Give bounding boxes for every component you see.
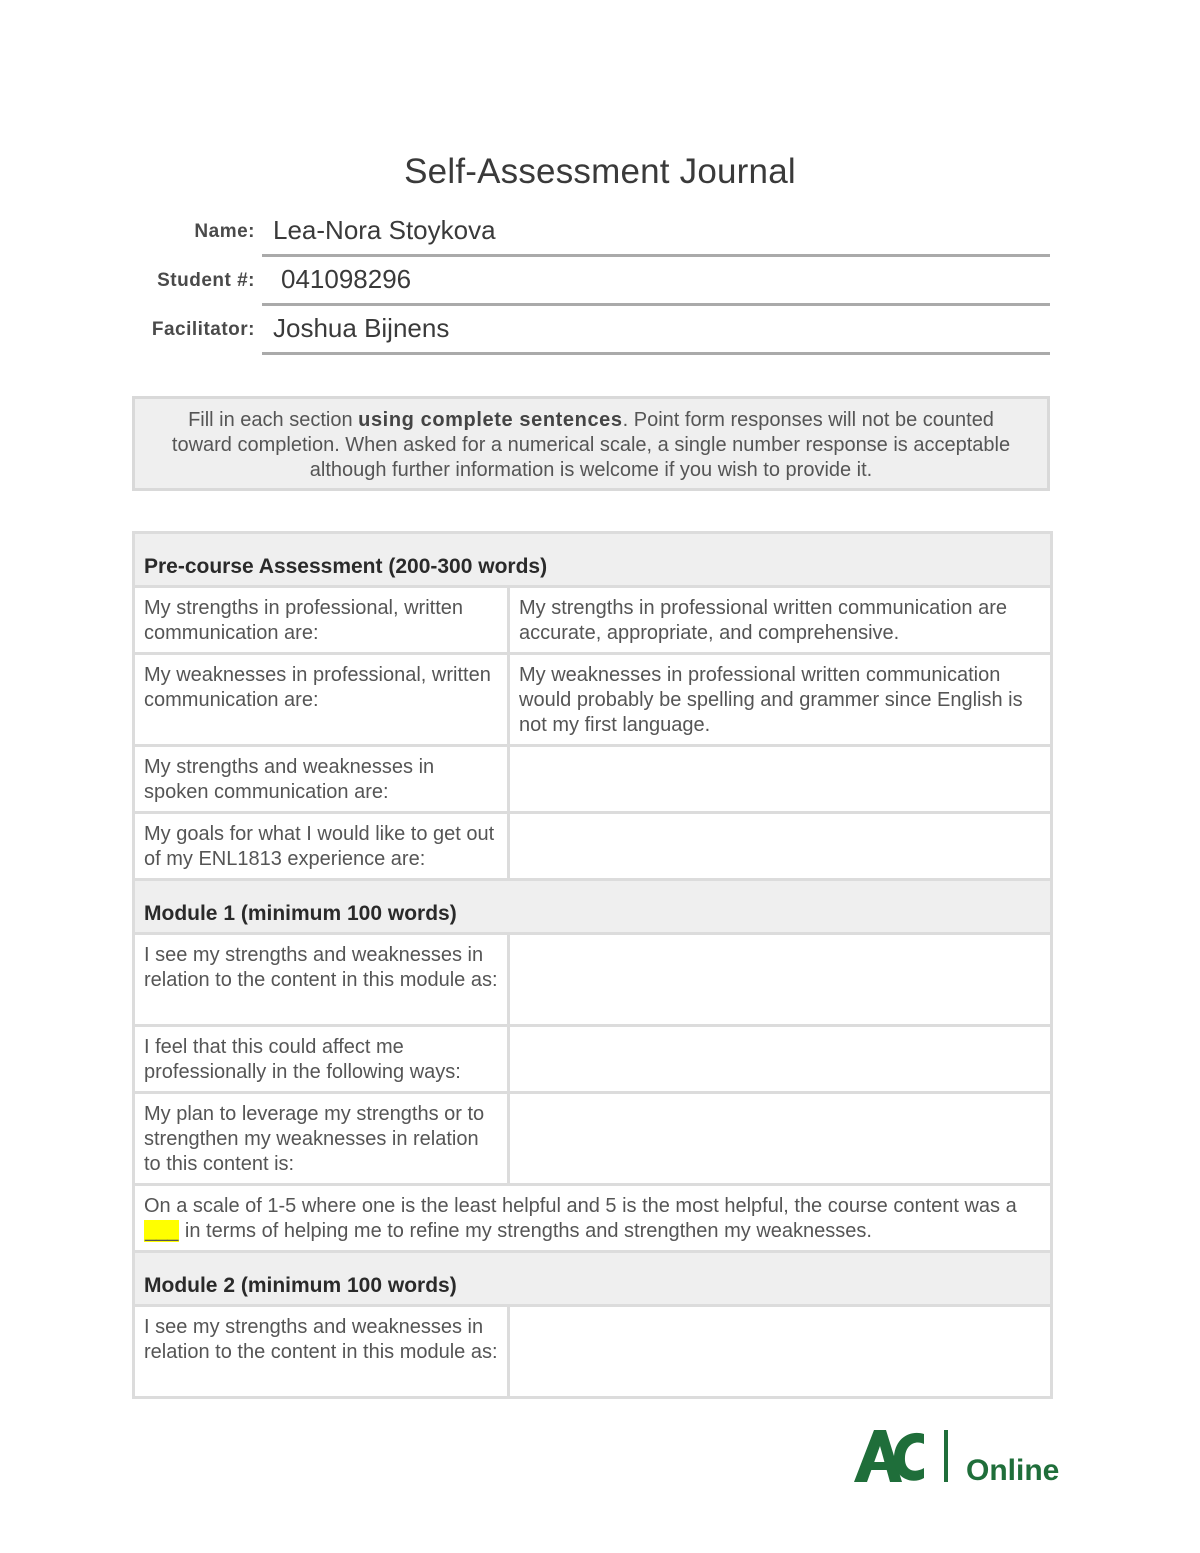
section-header-row	[134, 1252, 1052, 1306]
answer-cell[interactable]	[509, 813, 1052, 880]
instructions-text-end: . Point form responses will not be counted toward completion. When asked for a numerical scale, a single number response is acceptable although further information is welcome if you wish to provide it.	[171, 409, 1011, 481]
module-1-heading: Module 1 (minimum 100 words)	[134, 880, 1052, 934]
table-row	[134, 813, 1052, 880]
name-input[interactable]: Lea-Nora Stoykova	[262, 211, 1050, 257]
table-row	[134, 587, 1052, 654]
answer-cell[interactable]	[509, 746, 1052, 813]
answer-cell[interactable]: My weaknesses in professional written communication would probably be spelling and grammer since English is not my first language.	[509, 654, 1052, 746]
section-header-row	[134, 533, 1052, 587]
prompt-cell: My strengths and weaknesses in spoken communication are:	[134, 746, 509, 813]
facilitator-label: Facilitator:	[151, 319, 255, 340]
answer-cell[interactable]	[509, 1026, 1052, 1093]
prompt-cell: My weaknesses in professional, written communication are:	[134, 654, 509, 746]
module-2-heading: Module 2 (minimum 100 words)	[134, 1252, 1052, 1306]
logo-divider	[944, 1430, 948, 1482]
student-number-field	[0, 256, 1200, 306]
table-row	[134, 1093, 1052, 1185]
scale-blank-field[interactable]: ___	[145, 1220, 179, 1242]
student-number-input[interactable]: 041098296	[262, 260, 1050, 306]
logo-online-text: Online	[966, 1454, 1060, 1486]
pre-course-heading: Pre-course Assessment (200-300 words)	[134, 533, 1052, 587]
prompt-cell: My strengths in professional, written communication are:	[134, 587, 509, 654]
ac-online-logo	[852, 1428, 1066, 1486]
answer-cell[interactable]	[509, 1306, 1052, 1398]
table-row	[134, 746, 1052, 813]
facilitator-input[interactable]: Joshua Bijnens	[262, 309, 1050, 355]
table-row	[134, 1026, 1052, 1093]
section-header-row	[134, 880, 1052, 934]
name-field	[0, 207, 1200, 257]
scale-cell	[134, 1185, 1052, 1252]
student-number-label: Student #:	[157, 270, 255, 291]
instructions-box	[132, 396, 1050, 491]
prompt-cell: I see my strengths and weaknesses in relation to the content in this module as:	[134, 934, 509, 1026]
page-title: Self-Assessment Journal	[404, 152, 796, 191]
scale-text-end: in terms of helping me to refine my strengths and strengthen my weaknesses.	[179, 1220, 872, 1242]
answer-cell[interactable]	[509, 1093, 1052, 1185]
table-row	[134, 654, 1052, 746]
table-row	[134, 934, 1052, 1026]
scale-text-start: On a scale of 1-5 where one is the least helpful and 5 is the most helpful, the course content was a	[144, 1195, 1017, 1217]
ac-logo-mark	[854, 1430, 924, 1482]
instructions-text-start: Fill in each section	[188, 409, 359, 431]
prompt-cell: I feel that this could affect me professionally in the following ways:	[134, 1026, 509, 1093]
name-label: Name:	[194, 221, 255, 242]
answer-cell[interactable]	[509, 934, 1052, 1026]
scale-row	[134, 1185, 1052, 1252]
prompt-cell: My plan to leverage my strengths or to strengthen my weaknesses in relation to this content is:	[134, 1093, 509, 1185]
journal-table	[132, 531, 1053, 1399]
facilitator-field	[0, 305, 1200, 355]
table-row	[134, 1306, 1052, 1398]
answer-cell[interactable]: My strengths in professional written communication are accurate, appropriate, and comprehensive.	[509, 587, 1052, 654]
prompt-cell: My goals for what I would like to get out of my ENL1813 experience are:	[134, 813, 509, 880]
prompt-cell: I see my strengths and weaknesses in relation to the content in this module as:	[134, 1306, 509, 1398]
instructions-emphasis: using complete sentences	[358, 409, 623, 431]
